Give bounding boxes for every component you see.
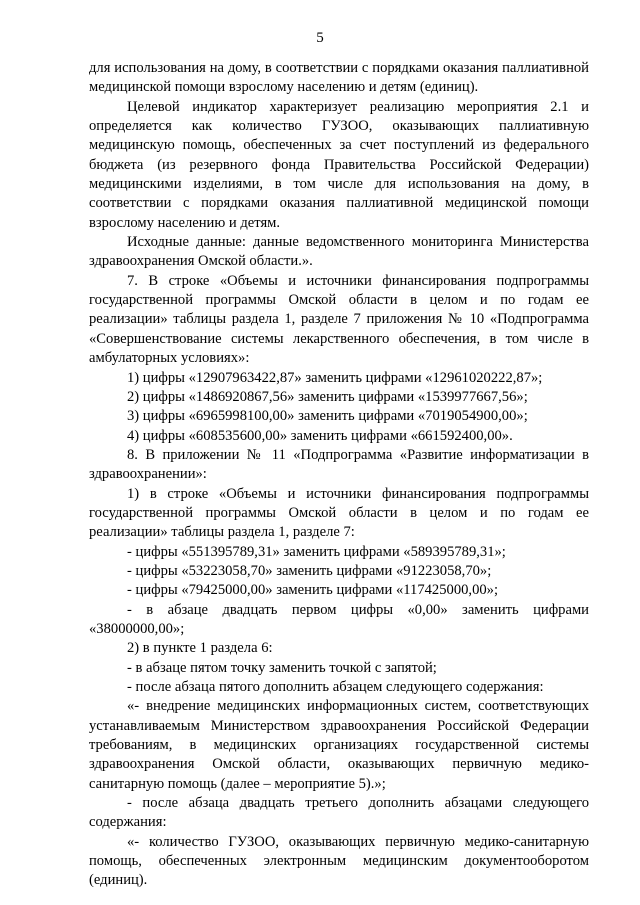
paragraph-dash-5: - в абзаце пятом точку заменить точкой с запятой; xyxy=(127,659,437,676)
paragraph-item-8-1: 1) в строке «Объемы и источники финансирования подпрограммы государственной программы Омской области в целом и по годам ее реализации» таблицы раздела 1, разделе 7: xyxy=(89,485,589,541)
paragraph-item-7-2: 2) цифры «1486920867,56» заменить цифрами «1539977667,56»; xyxy=(127,388,528,405)
paragraph-quote-2: «- количество ГУЗОО, оказывающих первичную медико-санитарную помощь, обеспеченных электронным медицинским документооборотом (единиц). xyxy=(89,833,589,889)
paragraph-dash-3: - цифры «79425000,00» заменить цифрами «117425000,00»; xyxy=(127,582,499,599)
paragraph-item-8-2: 2) в пункте 1 раздела 6: xyxy=(127,640,273,657)
paragraph-dash-1: - цифры «551395789,31» заменить цифрами «589395789,31»; xyxy=(127,543,506,560)
paragraph-target-indicator: Целевой индикатор характеризует реализацию мероприятия 2.1 и определяется как количество ГУЗОО, оказывающих паллиативную медицинскую помощь, обеспеченных за счет поступлений из федерального бюджета (из резервного фонда Правительства Российской Федерации) медицинскими изделиями, в том числе для использования на дому, в соответствии с порядками оказания паллиативной медицинской помощи взрослому населению и детям. xyxy=(89,98,589,231)
paragraph-dash-4: - в абзаце двадцать первом цифры «0,00» заменить цифрами «38000000,00»; xyxy=(89,601,589,637)
paragraph-dash-7: - после абзаца двадцать третьего дополнить абзацами следующего содержания: xyxy=(89,795,589,831)
page-number: 5 xyxy=(316,30,324,46)
document-body xyxy=(89,59,589,891)
paragraph-dash-6: - после абзаца пятого дополнить абзацем следующего содержания: xyxy=(127,679,544,695)
paragraph-item-7-1: 1) цифры «12907963422,87» заменить цифрами «12961020222,87»; xyxy=(127,369,543,386)
paragraph-item-8: 8. В приложении № 11 «Подпрограмма «Развитие информатизации в здравоохранении»: xyxy=(89,446,589,483)
paragraph-dash-2: - цифры «53223058,70» заменить цифрами «91223058,70»; xyxy=(127,562,492,579)
paragraph-source-data: Исходные данные: данные ведомственного мониторинга Министерства здравоохранения Омской области.». xyxy=(89,234,589,270)
paragraph-item-7-3: 3) цифры «6965998100,00» заменить цифрами «7019054900,00»; xyxy=(127,408,528,425)
paragraph-continuation: для использования на дому, в соответствии с порядками оказания паллиативной медицинской помощи взрослому населению и детям (единиц). xyxy=(89,60,589,96)
paragraph-item-7: 7. В строке «Объемы и источники финансирования подпрограммы государственной программы Омской области в целом и по годам ее реализации» таблицы раздела 1, разделе 7 приложения № 10 «Подпрограмма «Совершенствование системы лекарственного обеспечения, в том числе в амбулаторных условиях»: xyxy=(89,272,589,367)
paragraph-item-7-4: 4) цифры «608535600,00» заменить цифрами «661592400,00». xyxy=(127,427,513,444)
paragraph-quote-1: «- внедрение медицинских информационных систем, соответствующих устанавливаемым Министерством здравоохранения Российской Федерации требованиям, в медицинских организациях государственной системы здравоохранения Омской области, оказывающих первичную медико-санитарную помощь (далее – мероприятие 5).»; xyxy=(89,698,589,792)
